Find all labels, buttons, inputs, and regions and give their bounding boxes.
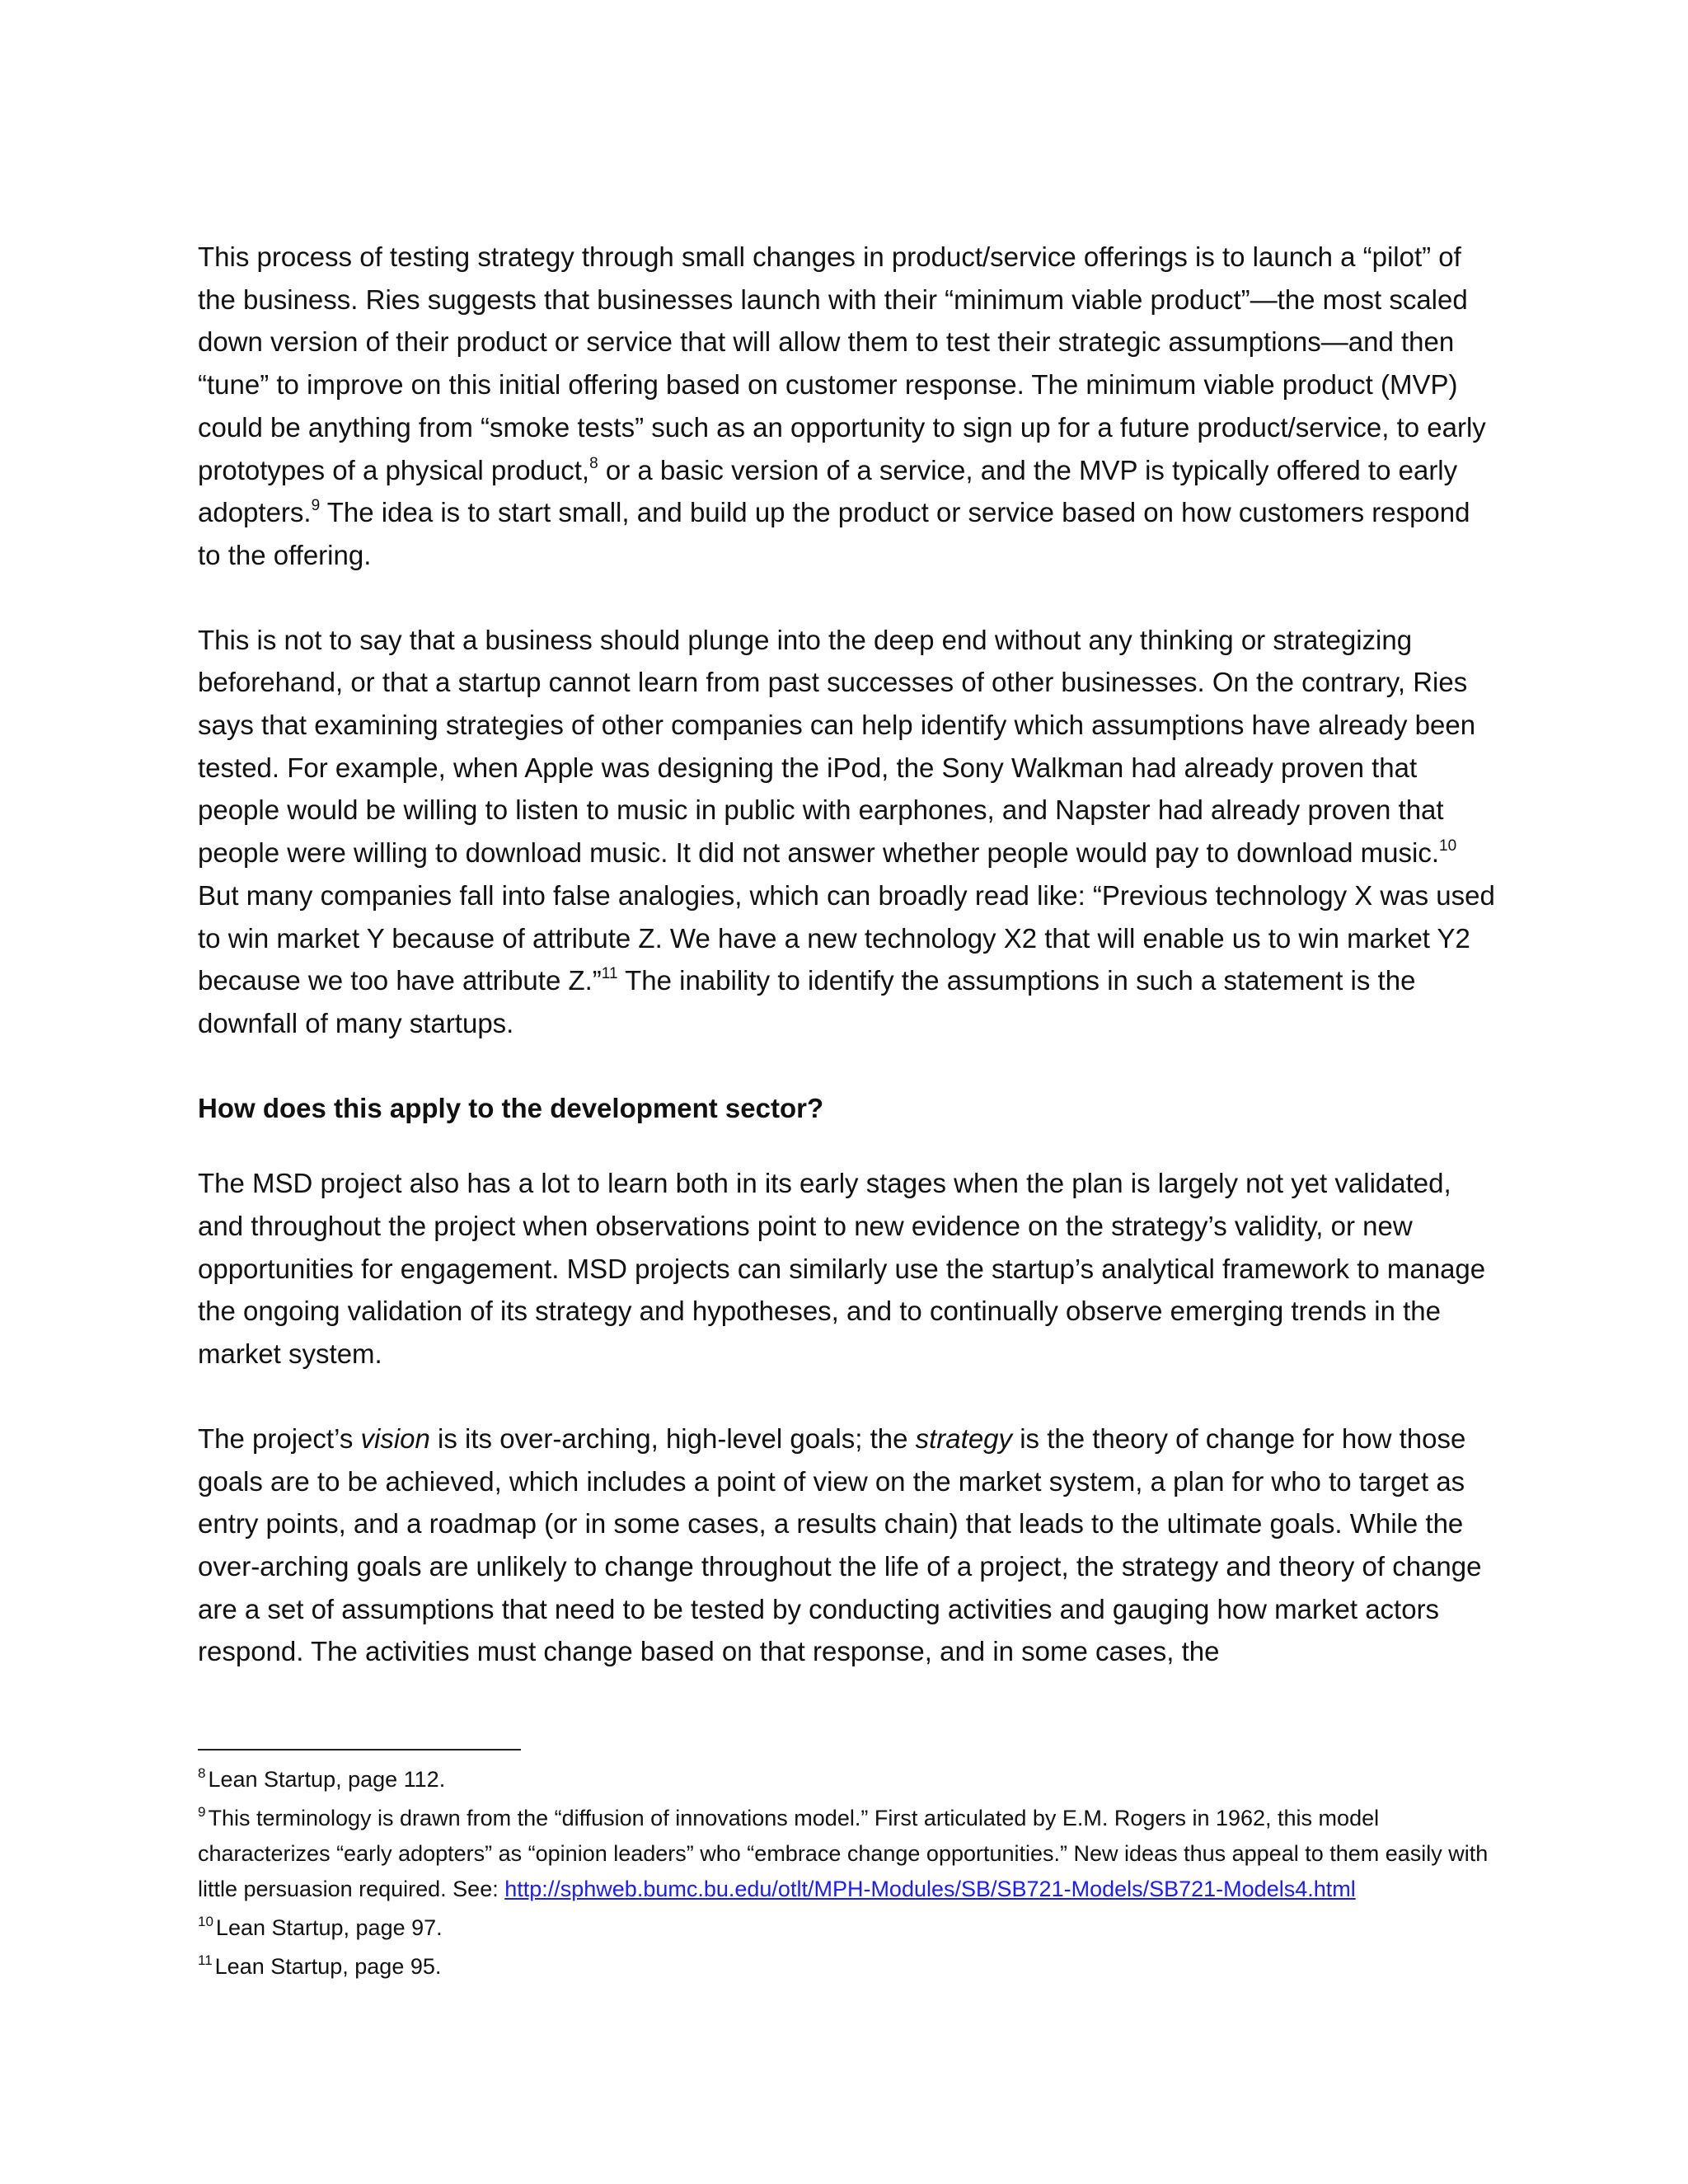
footnote-ref-10[interactable]: 10 [1439, 837, 1457, 855]
footnote-number: 11 [198, 1952, 213, 1968]
footnote-number: 8 [198, 1765, 206, 1781]
paragraph-text: The inability to identify the assumptions in such a statement is the downfall of many startups. [198, 965, 1416, 1038]
paragraph-text: This process of testing strategy through small changes in product/service offerings is to launch a “pilot” of the business. Ries suggests that businesses launch with their “minimum viable product”—the most scaled down version of their product or service that will allow them to test their strategic assumptions—and then “tune” to improve on this initial offering based on customer response. The minimum viable product (MVP) could be anything from “smoke tests” such as an opportunity to sign up for a future product/service, to early prototypes of a physical product, [198, 241, 1486, 485]
emphasis-vision: vision [360, 1422, 430, 1454]
paragraph-msd-project: The MSD project also has a lot to learn both in its early stages when the plan is largely not yet validated, and throughout the project when observations point to new evidence on the strategy’s validity, or new opportunities for engagement. MSD projects can similarly use the startup’s analytical framework to manage the ongoing validation of its strategy and hypotheses, and to continually observe emerging trends in the market system. [198, 1168, 1486, 1370]
paragraph-false-analogies [198, 619, 1496, 1045]
paragraph-text: The project’s [198, 1422, 361, 1454]
footnote-ref-9[interactable]: 9 [311, 497, 321, 515]
body-content [198, 236, 1496, 1715]
paragraph-text: This is not to say that a business should plunge into the deep end without any thinking or strategizing beforehand, or that a startup cannot learn from past successes of other businesses. On the contrary, Ries says that examining strategies of other companies can help identify which assumptions have already been tested. For example, when Apple was designing the iPod, the Sony Walkman had already proven that people would be willing to listen to music in public with earphones, and Napster had already proven that people were willing to download music. It did not answer whether people would pay to download music. [198, 624, 1476, 869]
footnote-text: Lean Startup, page 112. [208, 1767, 446, 1792]
paragraph-text: is its over-arching, high-level goals; the [429, 1422, 916, 1454]
footnote-number: 9 [198, 1804, 206, 1820]
footnote-10 [198, 1910, 1500, 1946]
section-heading: How does this apply to the development sector? [198, 1092, 824, 1123]
footnote-number: 10 [198, 1914, 213, 1929]
footnote-text: This terminology is drawn from the “diffusion of innovations model.” First articulated by E.M. Rogers in 1962, this model characterizes “early adopters” as “opinion leaders” who “embrace change opportunities.” New ideas thus appeal to them easily with little persuasion required. See: [198, 1806, 1489, 1901]
paragraph-mvp-pilot [198, 236, 1496, 577]
footnote-11 [198, 1949, 1500, 1985]
paragraph-text: The idea is to start small, and build up the product or service based on how customers respond to the offering. [198, 497, 1470, 570]
footnote-link[interactable]: http://sphweb.bumc.bu.edu/otlt/MPH-Modules/SB/SB721-Models/SB721-Models4.html [504, 1877, 1356, 1901]
paragraph-text: or a basic version of a service, and the MVP is typically offered to early adopters. [198, 454, 1458, 528]
footnote-8 [198, 1762, 1500, 1797]
emphasis-strategy: strategy [915, 1422, 1013, 1454]
paragraph-vision-strategy [198, 1418, 1496, 1673]
footnote-ref-8[interactable]: 8 [589, 454, 598, 472]
footnotes-section [198, 1749, 1500, 1988]
footnote-9 [198, 1801, 1500, 1907]
footnote-divider [198, 1749, 521, 1750]
paragraph-text: is the theory of change for how those goals are to be achieved, which includes a point of view on the market system, a plan for who to target as entry points, and a roadmap (or in some cases, a results chain) that leads to the ultimate goals. While the over-arching goals are unlikely to change throughout the life of a project, the strategy and theory of change are a set of assumptions that need to be tested by conducting activities and gauging how market actors respond. The activities must change based on that response, and in some cases, the [198, 1422, 1482, 1667]
footnote-text: Lean Startup, page 95. [214, 1954, 442, 1979]
footnote-ref-11[interactable]: 11 [601, 965, 618, 983]
footnote-text: Lean Startup, page 97. [215, 1915, 443, 1940]
paragraph-text: But many companies fall into false analogies, which can broadly read like: “Previous technology X was used to win market Y because of attribute Z. We have a new technology X2 that will enable us to win market Y2 because we too have attribute Z.” [198, 879, 1495, 996]
